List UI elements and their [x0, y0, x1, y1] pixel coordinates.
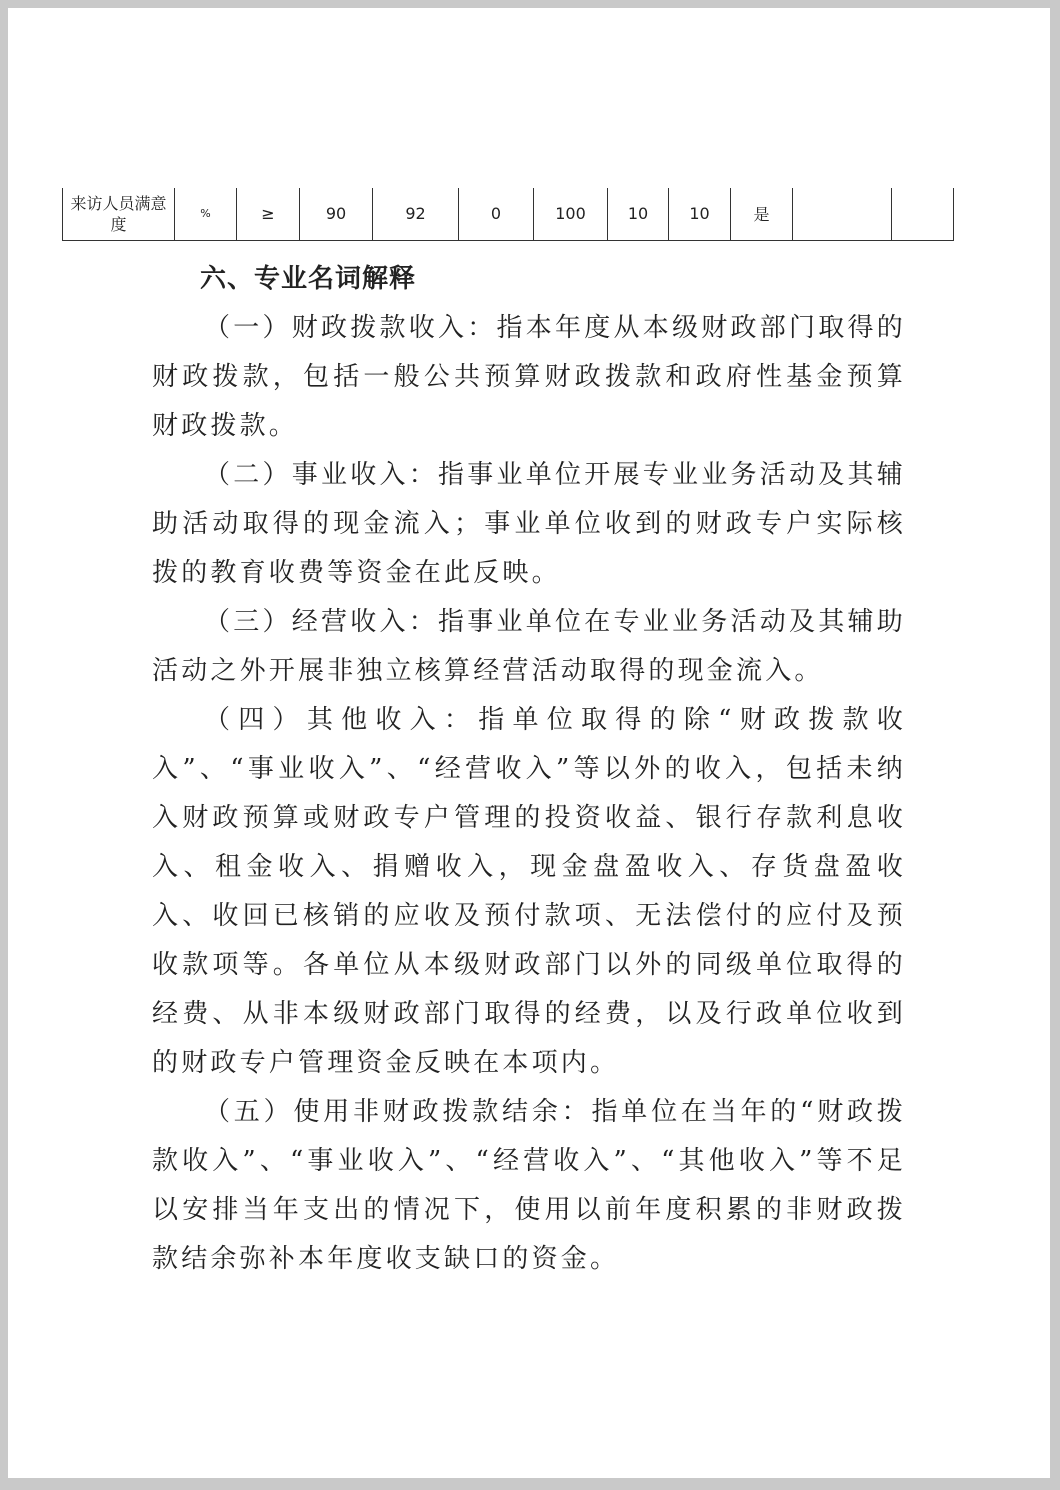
paragraph-business-income: （二）事业收入：指事业单位开展专业业务活动及其辅助活动取得的现金流入；事业单位收到的财政专户实际核拨的教育收费等资金在此反映。: [152, 460, 906, 588]
completion-cell: 100: [534, 188, 608, 240]
paragraph-fiscal-appropriation: （一）财政拨款收入：指本年度从本级财政部门取得的财政拨款，包括一般公共预算财政拨款和政府性基金预算财政拨款。: [152, 313, 906, 441]
indicator-name-cell: 来访人员满意度: [63, 188, 175, 240]
weight-cell: 10: [608, 188, 669, 240]
section-heading: 六、专业名词解释: [200, 264, 417, 294]
performance-table-fragment: [62, 188, 954, 241]
table-row: [63, 188, 954, 240]
target-value-cell: 90: [300, 188, 373, 240]
achieved-cell: 是: [731, 188, 793, 240]
empty-cell: [793, 188, 892, 240]
section-body: [152, 304, 906, 1284]
unit-cell: %: [175, 188, 237, 240]
paragraph-other-income: （四）其他收入：指单位取得的除“财政拨款收入”、“事业收入”、“经营收入”等以外的收入，包括未纳入财政预算或财政专户管理的投资收益、银行存款利息收入、租金收入、捐赠收入，现金盘盈收入、存货盘盈收入、收回已核销的应收及预付款项、无法偿付的应付及预收款项等。各单位从本级财政部门以外的同级单位取得的经费、从非本级财政部门取得的经费，以及行政单位收到的财政专户管理资金反映在本项内。: [152, 705, 906, 1078]
operator-cell: ≥: [237, 188, 300, 240]
deviation-cell: 0: [459, 188, 534, 240]
document-page: [8, 8, 1050, 1478]
paragraph-operating-income: （三）经营收入：指事业单位在专业业务活动及其辅助活动之外开展非独立核算经营活动取得的现金流入。: [152, 607, 906, 686]
actual-value-cell: 92: [373, 188, 459, 240]
score-cell: 10: [669, 188, 731, 240]
empty-cell: [892, 188, 954, 240]
paragraph-non-fiscal-balance: （五）使用非财政拨款结余：指单位在当年的“财政拨款收入”、“事业收入”、“经营收入”、“其他收入”等不足以安排当年支出的情况下，使用以前年度积累的非财政拨款结余弥补本年度收支缺口的资金。: [152, 1097, 906, 1274]
